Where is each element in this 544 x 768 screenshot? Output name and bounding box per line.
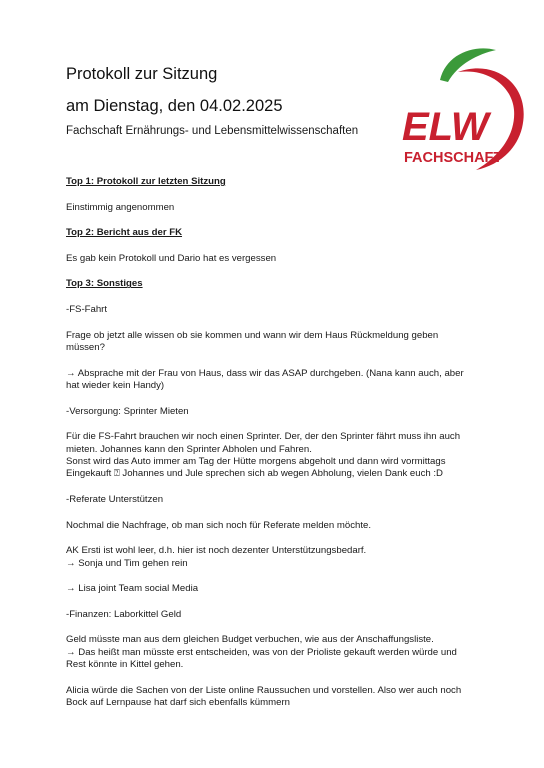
geld-text-2: → Das heißt man müsste erst entscheiden, was von der Prioliste gekauft werden würde und Rest könnte in Kittel gehen. <box>66 646 457 671</box>
document-title: Protokoll zur Sitzung <box>66 65 218 83</box>
fs-fahrt-agreement: → Absprache mit der Frau von Haus, dass wir das ASAP durchgeben. (Nana kann auch, aber hat wieder kein Handy) <box>66 367 464 391</box>
referate-question: Nochmal die Nachfrage, ob man sich noch für Referate melden möchte. <box>66 519 372 531</box>
geld-text-1: Geld müsste man aus dem gleichen Budget verbuchen, wie aus der Anschaffungsliste. <box>66 634 434 646</box>
top2-heading: Top 2: Bericht aus der FK <box>66 227 183 239</box>
social-media-text: → Lisa joint Team social Media <box>66 583 199 595</box>
protocol-body <box>66 176 478 723</box>
alicia-text: Alicia würde die Sachen von der Liste online Raussuchen und vorstellen. Also wer auch noch Bock auf Lernpause hat darf sich ebenfalls kümmern <box>66 684 462 709</box>
sprinter-text-2: Sonst wird das Auto immer am Tag der Hütte morgens abgeholt und dann wird vormittags Eingekauft ⍰ Johannes und Jule sprechen sich ab wegen Abholung, vielen Dank euch :D <box>66 455 446 480</box>
ak-ersti-text: AK Ersti ist wohl leer, d.h. hier ist noch dezenter Unterstützungsbedarf. <box>66 545 367 557</box>
referate-heading: -Referate Unterstützen <box>66 493 164 505</box>
top1-text: Einstimmig angenommen <box>66 201 175 213</box>
logo-text: ELW <box>402 105 489 149</box>
finanzen-heading: -Finanzen: Laborkittel Geld <box>66 608 182 620</box>
sprinter-text-1: Für die FS-Fahrt brauchen wir noch einen Sprinter. Der, der den Sprinter fährt muss ihn auch mieten. Johannes kann den Sprinter Abholen und Fahren. <box>66 431 461 455</box>
ak-ersti-members: → Sonja und Tim gehen rein <box>66 557 188 569</box>
top3-heading: Top 3: Sonstiges <box>66 278 143 290</box>
document-subtitle: Fachschaft Ernährungs- und Lebensmittelwissenschaften <box>66 125 359 137</box>
document-date: am Dienstag, den 04.02.2025 <box>66 97 283 115</box>
versorgung-heading: -Versorgung: Sprinter Mieten <box>66 405 189 417</box>
elw-fachschaft-logo <box>396 42 532 172</box>
top2-text: Es gab kein Protokoll und Dario hat es vergessen <box>66 252 277 264</box>
logo-subtext: FACHSCHAFT <box>404 150 503 166</box>
fs-fahrt-heading: -FS-Fahrt <box>66 303 108 315</box>
top1-heading: Top 1: Protokoll zur letzten Sitzung <box>66 176 226 187</box>
leaf-icon <box>440 48 496 82</box>
fs-fahrt-question: Frage ob jetzt alle wissen ob sie kommen und wann wir dem Haus Rückmeldung geben müssen? <box>66 329 439 353</box>
